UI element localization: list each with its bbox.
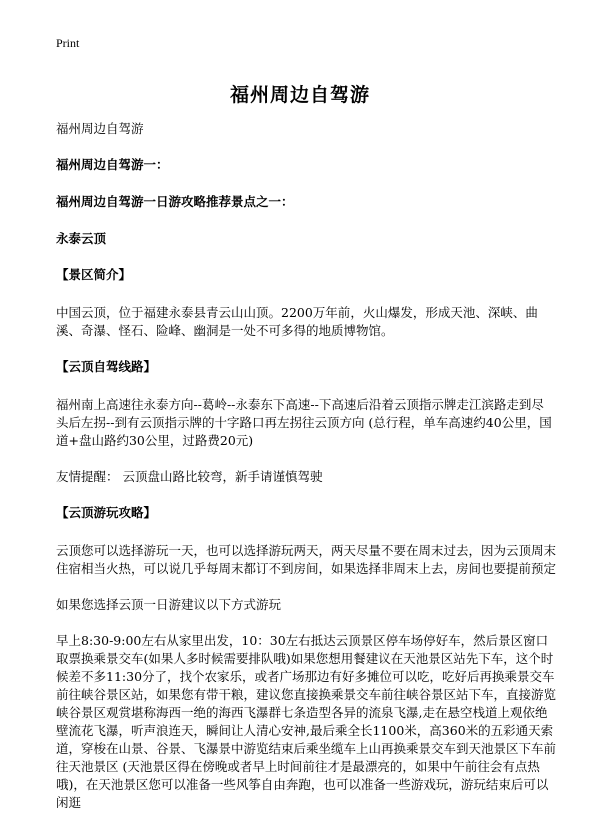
friendly-reminder: 友情提醒： 云顶盘山路比较弯，新手请谨慎驾驶 <box>56 469 323 484</box>
attraction-name: 永泰云顶 <box>56 231 107 246</box>
page-title: 福州周边自驾游 <box>229 84 370 106</box>
tour-guide-heading: 【云顶游玩攻略】 <box>56 505 157 520</box>
article-body <box>56 120 556 812</box>
intro-text: 福州周边自驾游 <box>56 121 144 136</box>
print-link[interactable]: Print <box>56 36 80 50</box>
itinerary-text: 早上8:30-9:00左右从家里出发，10：30左右抵达云顶景区停车场停好车，然后景区窗口取票换乘景交车(如果人多时候需要排队哦)如果您想用餐建议在天池景区站先下车，这个时候差不多11:30分了，找个农家乐，或者广场那边有好多摊位可以吃，吃好后再换乘景交车前往峡谷景区站，如果您有带干粮，建议您直接换乘景交车前往峡谷景区站下车，直接游览峡谷景区观赏堪称海西一绝的海西飞瀑群七条造型各异的流泉飞瀑,走在悬空栈道上观依绝壁流花飞瀑，听声浪连天，瞬间让人清心安神,最后乘全长1100米，高360米的五彩通天索道，穿梭在山景、谷景、飞瀑景中游览结束后乘坐缆车上山再换乘景交车到天池景区下车前往天池景区 (天池景区得在傍晚或者早上时间前往才是最漂亮的，如果中午前往会有点热哦)，在天池景区您可以准备一些风筝自由奔跑，也可以准备一些游戏玩，游玩结束后可以闲逛 <box>56 633 557 810</box>
scenic-intro-heading: 【景区简介】 <box>56 267 132 282</box>
scenic-intro-text: 中国云顶，位于福建永泰县青云山山顶。2200万年前，火山爆发，形成天池、深峡、曲溪、奇瀑、怪石、险峰、幽洞是一处不可多得的地质博物馆。 <box>56 305 538 338</box>
section-heading-2: 福州周边自驾游一日游攻略推荐景点之一： <box>56 194 294 209</box>
route-heading: 【云顶自驾线路】 <box>56 359 157 374</box>
route-text: 福州南上高速往永泰方向--葛岭--永泰东下高速--下高速后沿着云顶指示牌走江滨路走到尽头后左拐--到有云顶指示牌的十字路口再左拐往云顶方向 (总行程，单车高速约40公里，国道+盘山路约30公里，过路费20元) <box>56 397 552 448</box>
section-heading-1: 福州周边自驾游一： <box>56 157 169 172</box>
one-day-suggestion: 如果您选择云顶一日游建议以下方式游玩 <box>56 597 282 612</box>
tour-guide-text: 云顶您可以选择游玩一天，也可以选择游玩两天，两天尽量不要在周末过去，因为云顶周末住宿相当火热，可以说几乎每周末都订不到房间，如果选择非周末上去，房间也要提前预定 <box>56 543 557 576</box>
